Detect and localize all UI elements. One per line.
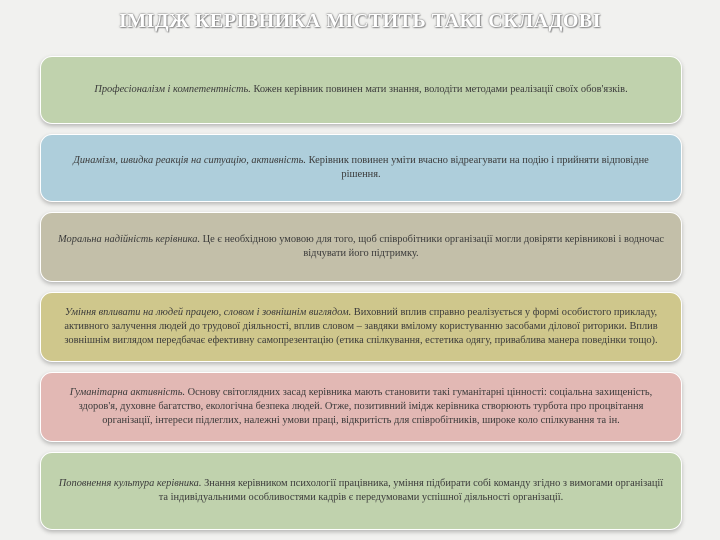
component-text — [55, 386, 667, 428]
slide-title: ІМІДЖ КЕРІВНИКА МІСТИТЬ ТАКІ СКЛАДОВІ — [118, 10, 602, 32]
component-description: Знання керівником психології працівника, уміння підбирати собі команду згідно з вимогами організації та індивідуальними особливостями кадрів є передумовами успішної діяльності організації. — [158, 477, 664, 503]
component-description: Виховний вплив справно реалізується у формі особистого прикладу, активного залучення людей до трудової діяльності, вплив словом – завдяки вмілому користуванню засобами ділової риторики. Вплив зовнішнім виглядом передбачає ефективну самопрезентацію (етика спілкування, естетика одягу, приваблива манера поведінки тощо). — [64, 306, 658, 347]
component-box-dynamism — [40, 134, 682, 202]
component-box-culture — [40, 452, 682, 530]
component-lead: Моральна надійність керівника. — [58, 233, 201, 245]
component-lead: Динамізм, швидка реакція на ситуацію, активність. — [73, 154, 307, 166]
component-description: Основу світоглядних засад керівника мають становити такі гуманітарні цінності: соціальна захищеність, здоров'я, духовне багатство, екологічна безпека людей. Отже, позитивний імідж керівника створюють турбота про процвітання організації, інтереси підлеглих, належні умови праці, відкритість для співробітників, широке коло спілкування та ін. — [78, 386, 653, 427]
component-text — [55, 477, 667, 505]
component-lead: Уміння впливати на людей працею, словом і зовнішнім виглядом. — [64, 306, 352, 318]
component-lead: Поповнення культура керівника. — [58, 477, 202, 489]
component-box-professionalism — [40, 56, 682, 124]
component-lead: Гуманітарна активність. — [69, 386, 186, 398]
component-box-moral-reliability — [40, 212, 682, 282]
component-description: Керівник повинен уміти вчасно відреагувати на подію і прийняти відповідне рішення. — [306, 154, 649, 180]
component-text — [94, 83, 627, 97]
component-box-humanitarian-activity — [40, 372, 682, 442]
component-text — [55, 306, 667, 348]
component-lead: Професіоналізм і компетентність. — [94, 83, 251, 95]
component-text — [55, 154, 667, 182]
component-description: Це є необхідною умовою для того, щоб співробітники організації могли довіряти керівникові і водночас відчувати його підтримку. — [200, 233, 664, 259]
component-text — [55, 233, 667, 261]
component-description: Кожен керівник повинен мати знання, володіти методами реалізації своїх обов'язків. — [250, 83, 628, 95]
component-box-influence — [40, 292, 682, 362]
